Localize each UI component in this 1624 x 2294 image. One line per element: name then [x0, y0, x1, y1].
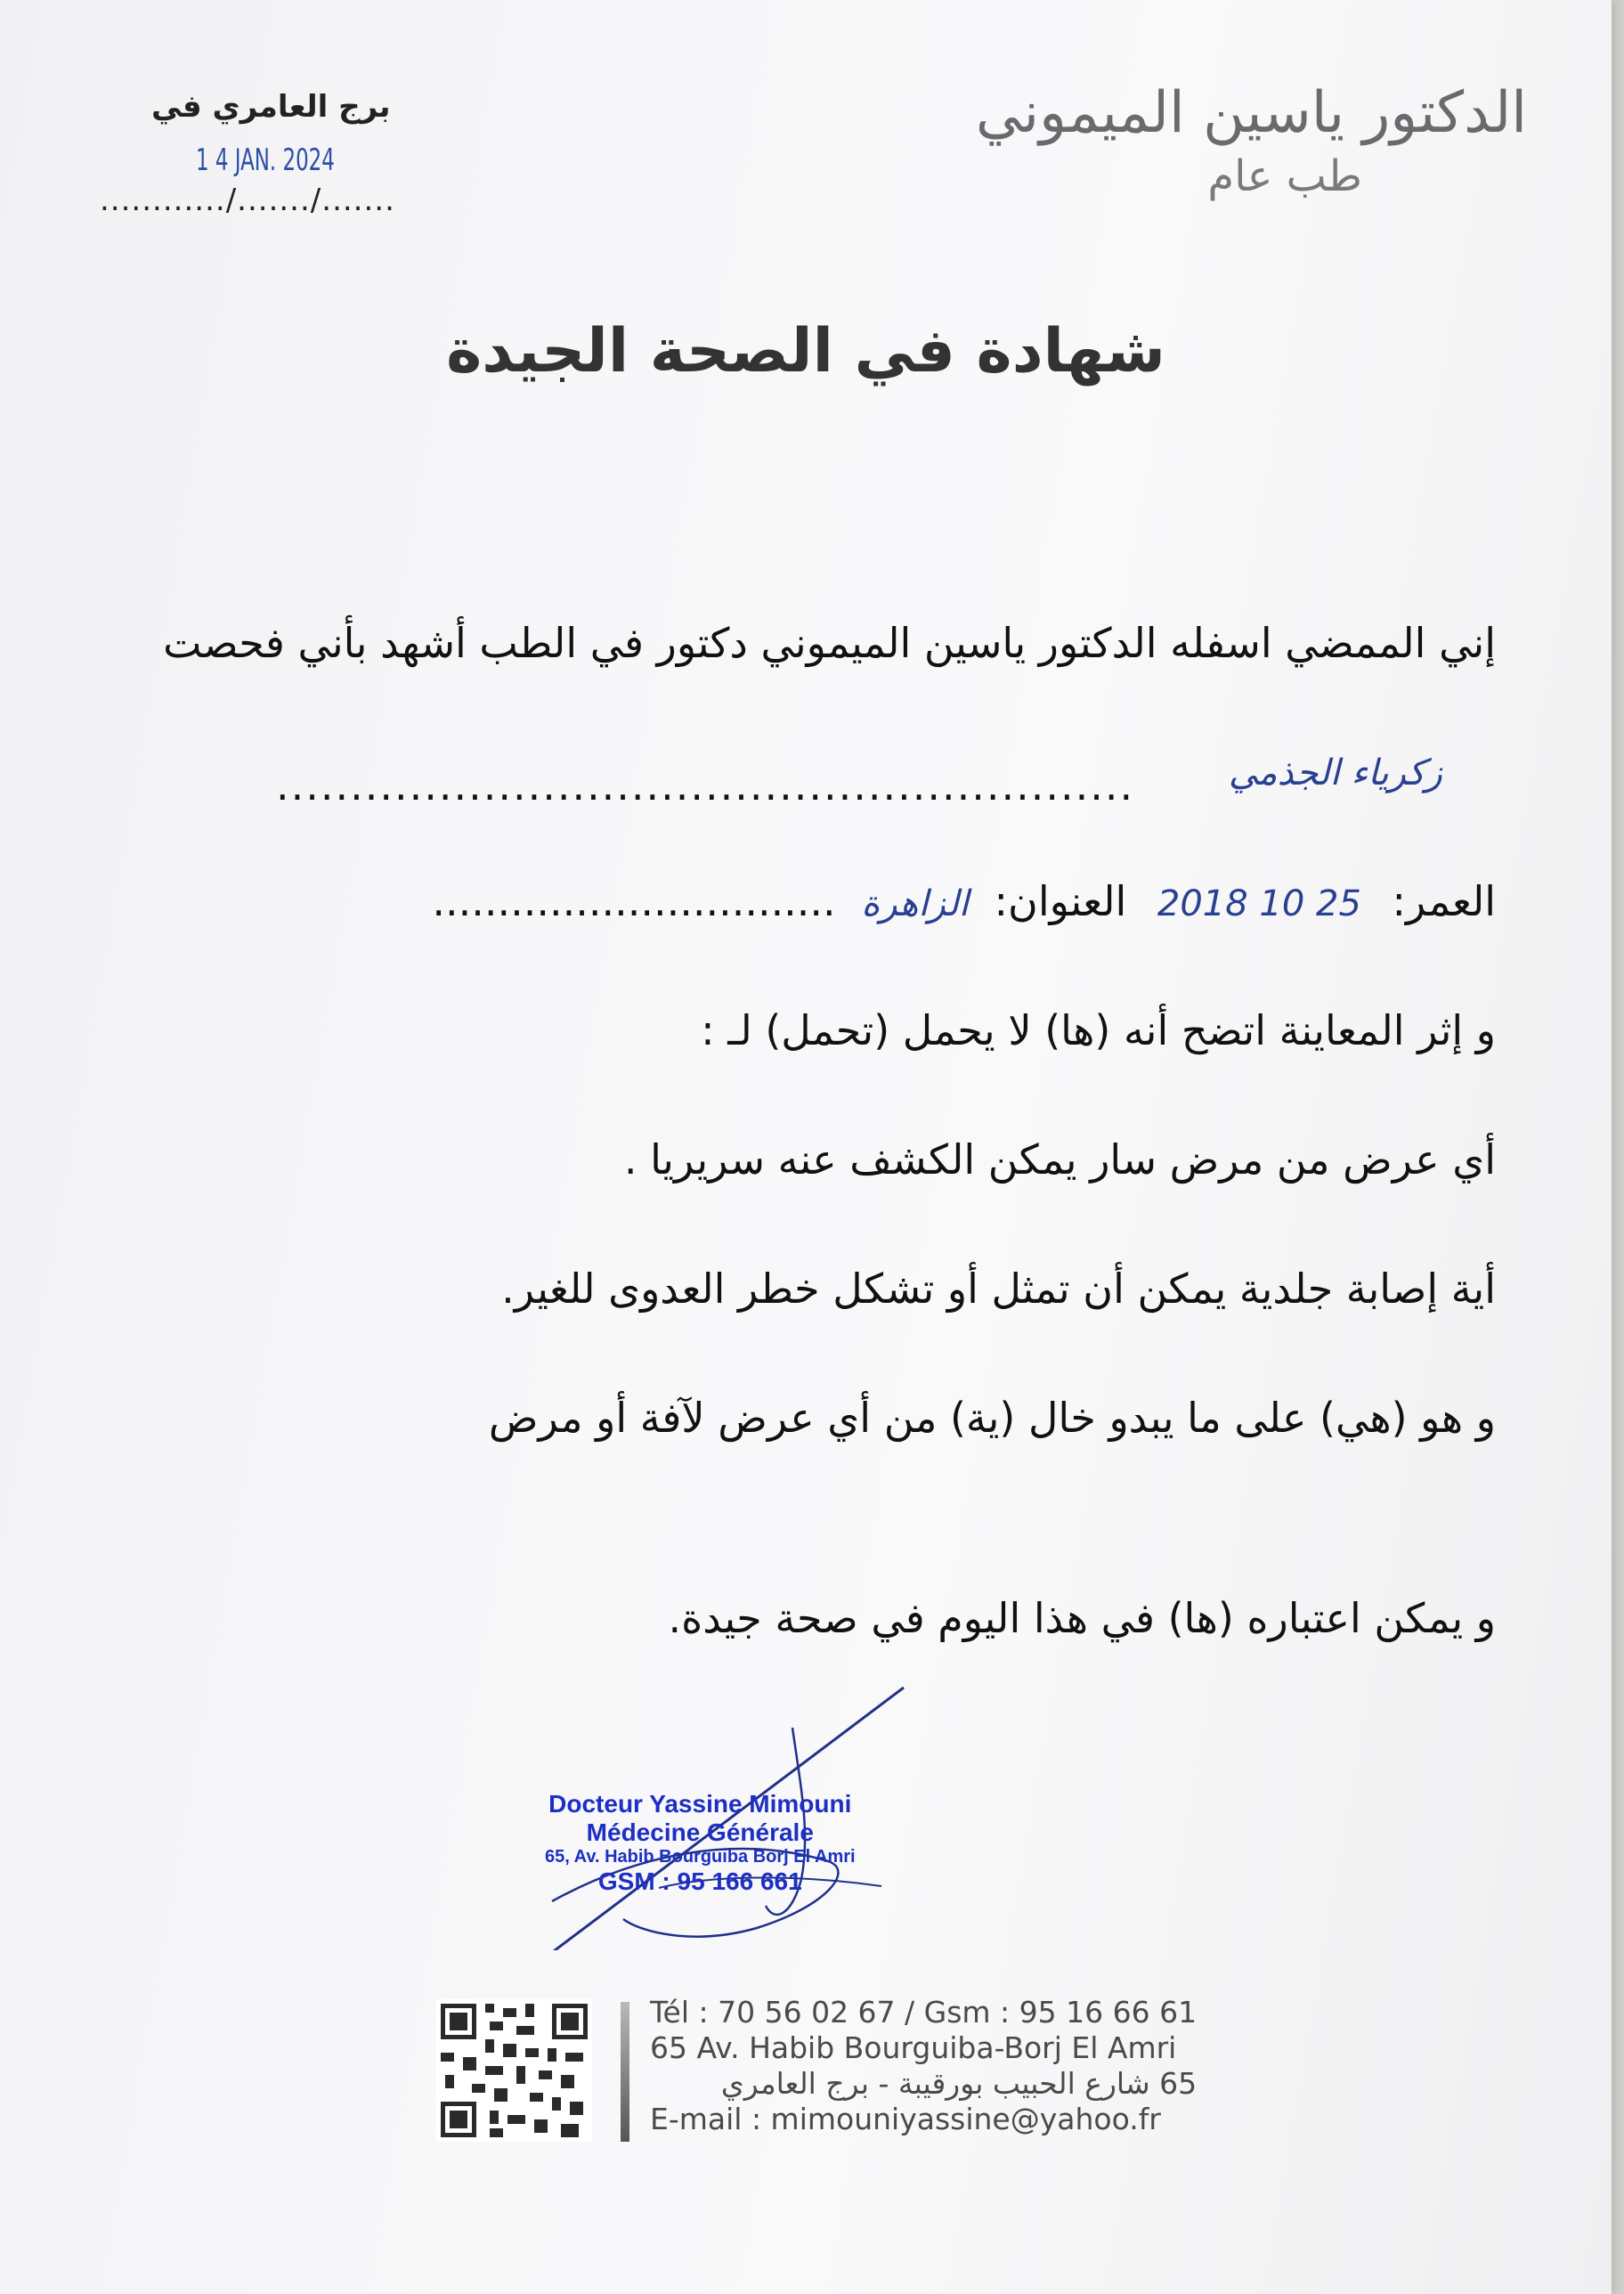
address-value: الزاهرة — [861, 883, 969, 924]
stamp-name: Docteur Yassine Mimouni — [548, 1790, 852, 1818]
stamp-specialty: Médecine Générale — [586, 1818, 814, 1846]
footer-divider — [621, 2002, 629, 2142]
body-line-skin: أية إصابة جلدية يمكن أن تمثل أو تشكل خطر العدوى للغير. — [501, 1265, 1496, 1313]
body-line-examination: و إثر المعاينة اتضح أنه (ها) لا يحمل (تحمل) لـ : — [701, 1006, 1496, 1054]
age-address-row — [432, 877, 1496, 925]
name-field — [276, 752, 1496, 809]
body-line-disease: أي عرض من مرض سار يمكن الكشف عنه سريريا . — [623, 1135, 1496, 1184]
age-label: العمر: — [1392, 877, 1496, 925]
stamp-gsm: GSM : 95 166 661 — [597, 1867, 802, 1895]
doctor-specialty: طب عام — [1207, 151, 1362, 201]
address-dots: ............................... — [432, 877, 836, 925]
footer-address-ar: 65 شارع الحبيب بورقيبة - برج العامري — [720, 2066, 1198, 2101]
doctor-name-header: الدكتور ياسين الميموني — [975, 80, 1527, 146]
footer-contact — [650, 1995, 1197, 2137]
body-line-intro: إني الممضي اسفله الدكتور ياسين الميموني دكتور في الطب أشهد بأني فحصت — [163, 619, 1496, 667]
date-placeholder: ............/......./....... — [100, 183, 395, 218]
date-stamp: 1 4 JAN. 2024 — [196, 142, 335, 178]
age-value: 2018 10 25 — [1157, 883, 1361, 924]
body-line-conclusion: و يمكن اعتباره (ها) في هذا اليوم في صحة جيدة. — [668, 1594, 1496, 1642]
footer-email: E-mail : mimouniyassine@yahoo.fr — [650, 2102, 1161, 2136]
footer-address-fr: 65 Av. Habib Bourguiba-Borj El Amri — [650, 2030, 1177, 2065]
stamp-address: 65, Av. Habib Bourguiba Borj El Amri — [545, 1847, 856, 1867]
certificate-title: شهادة في الصحة الجيدة — [446, 316, 1165, 386]
doctor-stamp — [545, 1790, 856, 1896]
qr-code-icon — [436, 1999, 592, 2142]
name-dots: .......................................................... — [276, 761, 1135, 809]
patient-name-handwritten: زكرياء الجذمي — [1228, 752, 1442, 793]
footer-phones: Tél : 70 56 02 67 / Gsm : 95 16 66 61 — [650, 1995, 1198, 2030]
body-line-lesion: و هو (هي) على ما يبدو خال (ية) من أي عرض لآفة أو مرض — [488, 1394, 1496, 1442]
address-label: العنوان: — [994, 877, 1127, 925]
city-label: برج العامري في — [151, 89, 391, 125]
